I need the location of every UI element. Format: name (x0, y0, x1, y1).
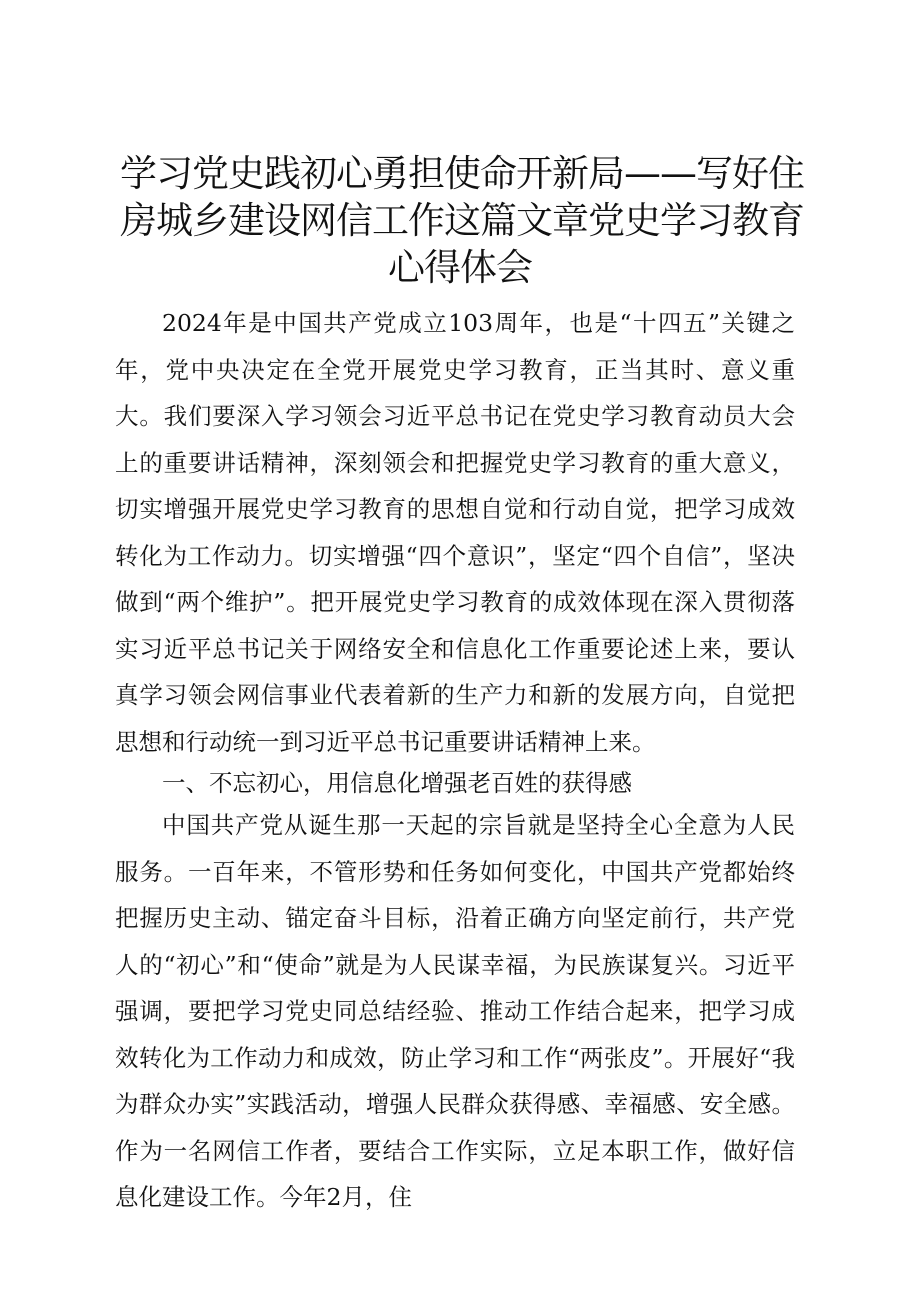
title-line-1: 学习党史践初心勇担使命开新局——写好住 (120, 152, 804, 195)
section-heading-1: 一、不忘初心，用信息化增强老百姓的获得感 (162, 769, 632, 797)
body-section-2 (115, 802, 795, 1221)
document-title (120, 150, 804, 291)
body-section-1 (115, 300, 795, 765)
paragraph-2: 中国共产党从诞生那一天起的宗旨就是坚持全心全意为人民服务。一百年来，不管形势和任务如何变化，中国共产党都始终把握历史主动、锚定奋斗目标，沿着正确方向坚定前行，共产党人的“初心”和“使命”就是为人民谋幸福，为民族谋复兴。习近平强调，要把学习党史同总结经验、推动工作结合起来，把学习成效转化为工作动力和成效，防止学习和工作“两张皮”。开展好“我为群众办实”实践活动，增强人民群众获得感、幸福感、安全感。作为一名网信工作者，要结合工作实际，立足本职工作，做好信息化建设工作。今年2月，住 (115, 811, 795, 1211)
paragraph-1: 2024年是中国共产党成立103周年，也是“十四五”关键之年，党中央决定在全党开展党史学习教育，正当其时、意义重大。我们要深入学习领会习近平总书记在党史学习教育动员大会上的重要讲话精神，深刻领会和把握党史学习教育的重大意义，切实增强开展党史学习教育的思想自觉和行动自觉，把学习成效转化为工作动力。切实增强“四个意识”，坚定“四个自信”，坚决做到“两个维护”。把开展党史学习教育的成效体现在深入贯彻落实习近平总书记关于网络安全和信息化工作重要论述上来，要认真学习领会网信事业代表着新的生产力和新的发展方向，自觉把思想和行动统一到习近平总书记重要讲话精神上来。 (115, 309, 795, 756)
title-line-3: 心得体会 (388, 246, 532, 289)
title-line-2: 房城乡建设网信工作这篇文章党史学习教育 (120, 199, 804, 242)
